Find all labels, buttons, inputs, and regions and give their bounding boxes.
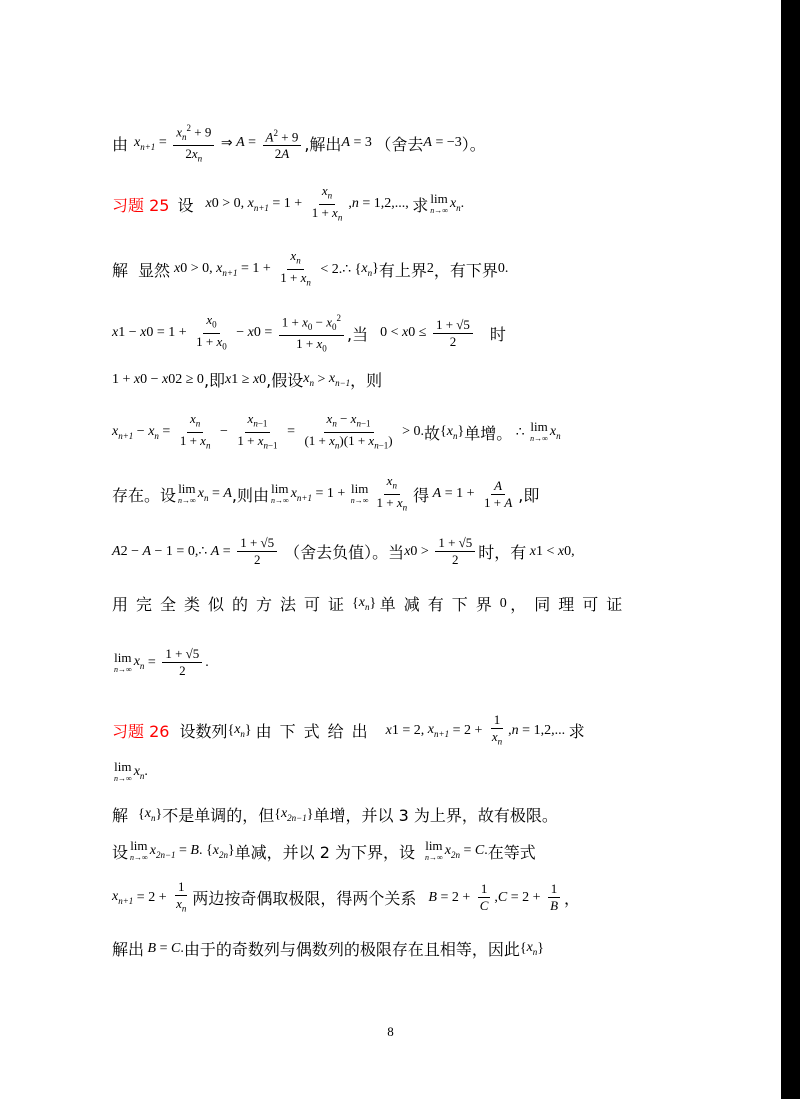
text-danjian: 单减，并以 2 为下界，设 (234, 842, 416, 862)
text-qiu: 求 (412, 195, 429, 215)
text-prove1: 用完全类似的方法可证 (112, 595, 353, 614)
text-zaidengshi: 在等式 (487, 842, 536, 862)
text-dang: ,当 (347, 324, 369, 344)
text-gu: 故 (424, 423, 441, 443)
line-odd-even: 设 lim n→∞ $x_{2n-1}$ = B . { $x_{2n}$ } 单减，并以 2 为下界，设 lim n→∞ $x_{2n}$ = C . 在等式 (112, 838, 536, 862)
line-conclusion: 解出 B = C . 由于的奇数列与偶数列的极限存在且相等，因此 { $x_n$ } (112, 937, 544, 960)
line-solution-26: 解 { $x_n$ } 不是单调的，但 { $x_{2n-1}$ } 单增，并以 3 为上界，故有极限。 (112, 803, 558, 826)
text-comma: ， (564, 889, 581, 909)
text-cunzai: 存在。设 (112, 485, 177, 505)
text-liangbian: 两边按奇偶取极限，得两个关系 (192, 889, 417, 909)
text-shequ-open: （舍去 (375, 134, 424, 154)
text-ji: ,即 (203, 371, 226, 390)
text-ze: ，则 (350, 371, 383, 390)
line-limit-result: lim n→∞ $x_n$ = $\frac{1 + √5}{2}$ . (114, 646, 209, 678)
text-dancheng: 单增。 (464, 423, 513, 443)
line-x1-minus-x0: x 1 − x 0 = 1 + $\frac{x_0}{1 + x_0}$ − x 0 = $\frac{1 + x_0 - x_0^2}{1 + x_0}$ ,当 0 < x 0 ≤ $\frac{1 + √5}{2}$ 时 (112, 310, 506, 357)
line-lim-xn: lim n→∞ $x_n$ . (114, 759, 148, 783)
text-youxiajie: ，有下界 (433, 260, 498, 280)
text-zeyou: ,则由 (231, 485, 269, 505)
line-relations: $x_{n+1}$ = 2 + $\frac{1}{x_n}$ 两边按奇偶取极限，得两个关系 B = 2 + $\frac{1}{C}$ , C = 2 + $\frac{1}{B}$ ， (112, 879, 581, 914)
page-number: 8 (387, 1024, 394, 1039)
exercise-25-label: 习题 25 (112, 195, 170, 215)
text-jiashe: ,假设 (266, 371, 304, 390)
text-she: 设 (177, 195, 194, 215)
text-jiechu: ,解出 (304, 134, 342, 154)
text-youxiashi: 由下式给出 (255, 722, 376, 742)
text-bushi: 不是单调的，但 (162, 806, 275, 825)
text-xianran: 显然 (138, 260, 171, 280)
text-prove2: 单减有下界 (379, 595, 500, 614)
text-prove3: ，同理可证 (510, 595, 631, 614)
text-shi: 时 (489, 324, 506, 344)
text-qiu2: 求 (568, 722, 585, 742)
page-edge-bar (781, 0, 800, 1099)
line-assume: 1 + x 0 − x 0 2 ≥ 0 ,即 x 1 ≥ x 0 ,假设 $x_n$ > $x_{n-1}$ ，则 (112, 368, 382, 391)
exercise-26-label: 习题 26 (112, 722, 170, 742)
text-shi-you: 时，有 (478, 543, 527, 562)
line-monotone: $x_{n+1}$ − $x_n$ = $\frac{x_n}{1 + x_n}$ − $\frac{x_{n-1}}{1 + x_{n-1}}$ = $\frac{x_n - x_{n-1}}{(1 + x_n)(1 + x_{n-1})}$ > 0. 故 { $x_n$ } 单增。 ∴ lim n→∞ $x_n$ (112, 411, 561, 451)
text-shushulie: 设数列 (179, 722, 228, 742)
text-de: 得 (413, 485, 430, 505)
text-shequfu: （舍去负值）。当 (284, 543, 405, 562)
line-prove-similar: 用完全类似的方法可证 { $x_n$ } 单减有下界 0 ，同理可证 (112, 592, 630, 615)
line-limit-a: 由 $x_{n+1}$ = $\frac{x_n^2 + 9}{2x_n}$ ⇒ A = $\frac{A^2 + 9}{2A}$ ,解出 A = 3 （舍去 A = −3 ）。 (112, 120, 486, 167)
text-youyu: 由于的奇数列与偶数列的极限存在且相等，因此 (183, 940, 520, 959)
exercise-25-heading: 习题 25 设 x 0 > 0, $x_{n+1}$ = 1 + $\frac{x_n}{1 + x_n}$ , n = 1,2,..., 求 lim n→∞ $x_n$ . (112, 183, 465, 223)
text-jiechu2: 解出 (112, 940, 145, 959)
line-exists: 存在。设 lim n→∞ $x_n$ = A ,则由 lim n→∞ $x_{n+1}$ = 1 + lim n→∞ $\frac{x_n}{1 + x_n}$ 得 A = 1 + $\frac{A}{1 + A}$ ,即 (112, 473, 540, 513)
text-ji2: ,即 (518, 485, 540, 505)
text-you: 由 (112, 134, 129, 154)
text-she2: 设 (112, 842, 129, 862)
line-quadratic: A 2 − A − 1 = 0,∴ A = $\frac{1 + √5}{2}$ （舍去负值）。当 x 0 > $\frac{1 + √5}{2}$ 时，有 x 1 < x 0, (112, 535, 575, 567)
exercise-26-heading: 习题 26 设数列 { $x_n$ } 由下式给出 x 1 = 2, $x_{n+1}$ = 2 + $\frac{1}{x_n}$ , n = 1,2,... 求 (112, 712, 585, 747)
text-jie: 解 (112, 260, 129, 280)
text-jie26: 解 (112, 806, 129, 825)
text-shequ-close: ）。 (461, 134, 486, 154)
line-solution-25: 解 显然 x 0 > 0, $x_{n+1}$ = 1 + $\frac{x_n}{1 + x_n}$ < 2.∴ { $x_n$ } 有上界 2 ，有下界 0. (112, 248, 509, 288)
text-youshangjie: 有上界 (378, 260, 427, 280)
text-danzeng: 单增，并以 3 为上界，故有极限。 (313, 806, 558, 825)
